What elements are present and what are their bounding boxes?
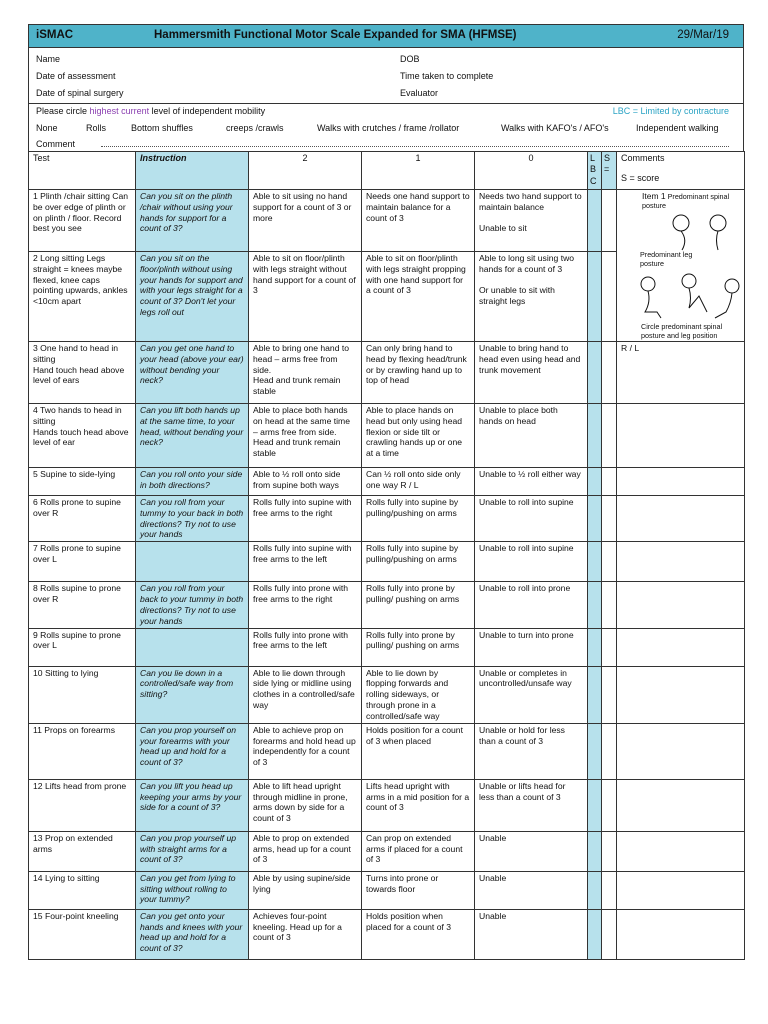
cell-score-1: Can only bring hand to head by flexing head/trunk or by crawling hand up to top of head (362, 342, 475, 404)
cell-score-0: Unable to roll into supine (475, 496, 588, 542)
cell-comments[interactable] (617, 404, 745, 468)
cell-comments[interactable] (617, 496, 745, 542)
cell-score-0: Unable (475, 909, 588, 959)
cell-instruction: Can you sit on the floor/plinth without using your hands for support and with your legs straight for a count of 3? Don't let your legs roll out (136, 252, 249, 342)
cell-score-1: Rolls fully into supine by pulling/pushing on arms (362, 496, 475, 542)
cell-lbc-checkbox[interactable] (588, 496, 602, 542)
table-header-row (29, 152, 745, 190)
form-date: 29/Mar/19 (677, 29, 729, 41)
cell-score-2: Able to place both hands on head at the same time – arms free from side. Head and trunk remain stable (249, 404, 362, 468)
cell-lbc-checkbox[interactable] (588, 871, 602, 909)
comments-title: Comments (621, 153, 665, 163)
cell-lbc-checkbox[interactable] (588, 582, 602, 628)
cell-lbc-checkbox[interactable] (588, 628, 602, 666)
cell-test: 13 Prop on extended arms (29, 831, 136, 871)
cell-score-1: Can prop on extended arms if placed for a count of 3 (362, 831, 475, 871)
form-title: Hammersmith Functional Motor Scale Expanded for SMA (HFMSE) (154, 29, 517, 41)
cell-score-2: Able to lift head upright through midline in prone, arms down by side for a count of 3 (249, 779, 362, 831)
cell-score-entry[interactable] (602, 542, 617, 582)
header-banner (28, 24, 744, 48)
mobility-option-walks-crutches[interactable]: Walks with crutches / frame /rollator (317, 123, 460, 133)
cell-score-0: Unable or completes in uncontrolled/unsafe way (475, 666, 588, 723)
item1-figure-label: Item 1 Predominant spinal posture (642, 191, 730, 210)
item-row (29, 342, 745, 404)
cell-test: 11 Props on forearms (29, 723, 136, 779)
cell-score-2: Able to achieve prop on forearms and hold head up independently for a count of 3 (249, 723, 362, 779)
cell-score-0: Needs two hand support to maintain balance Unable to sit (475, 190, 588, 252)
cell-instruction: Can you get from lying to sitting without rolling to your tummy? (136, 871, 249, 909)
cell-score-entry[interactable] (602, 404, 617, 468)
mobility-option-walks-kafo[interactable]: Walks with KAFO's / AFO's (501, 123, 609, 133)
cell-score-entry[interactable] (602, 190, 617, 252)
cell-instruction: Can you roll onto your side in both directions? (136, 468, 249, 496)
leg-posture-1-head (641, 277, 655, 291)
cell-score-entry[interactable] (602, 871, 617, 909)
cell-score-2: Rolls fully into prone with free arms to the right (249, 582, 362, 628)
cell-comments[interactable] (617, 779, 745, 831)
item-row (29, 831, 745, 871)
cell-score-entry[interactable] (602, 496, 617, 542)
comment-label: Comment (36, 139, 76, 149)
cell-score-entry[interactable] (602, 779, 617, 831)
cell-instruction (136, 542, 249, 582)
cell-score-2: Rolls fully into supine with free arms to the left (249, 542, 362, 582)
cell-lbc-checkbox[interactable] (588, 831, 602, 871)
cell-score-1: Turns into prone or towards floor (362, 871, 475, 909)
item-row (29, 542, 745, 582)
cell-score-1: Able to place hands on head but only using head flexion or side tilt or crawling hands up or one at a time (362, 404, 475, 468)
lbc-note: LBC = Limited by contracture (612, 106, 729, 116)
cell-score-0: Able to long sit using two hands for a count of 3 Or unable to sit with straight legs (475, 252, 588, 342)
cell-lbc-checkbox[interactable] (588, 723, 602, 779)
spinal-posture-2-head (710, 215, 726, 231)
cell-instruction: Can you lift you head up keeping your arms by your side for a count of 3? (136, 779, 249, 831)
cell-instruction: Can you lie down in a controlled/safe way from sitting? (136, 666, 249, 723)
cell-score-0: Unable or hold for less than a count of 3 (475, 723, 588, 779)
leg-posture-3-head (725, 279, 739, 293)
cell-test: 2 Long sitting Legs straight = knees maybe flexed, knee caps pointing upwards, ankles <10cm apart (29, 252, 136, 342)
cell-score-1: Needs one hand support to maintain balance for a count of 3 (362, 190, 475, 252)
dob-field-label: DOB (400, 54, 420, 64)
cell-score-2: Rolls fully into prone with free arms to the left (249, 628, 362, 666)
cell-test: 1 Plinth /chair sitting Can be over edge of plinth or on plinth / floor. Record best you see (29, 190, 136, 252)
cell-instruction: Can you get one hand to your head (above your ear) without bending your neck? (136, 342, 249, 404)
item-row (29, 666, 745, 723)
cell-test: 6 Rolls prone to supine over R (29, 496, 136, 542)
item-row (29, 909, 745, 959)
evaluator-label: Evaluator (400, 88, 439, 98)
spinal-posture-1-head (673, 215, 689, 231)
cell-score-entry[interactable] (602, 582, 617, 628)
cell-score-0: Unable or lifts head for less than a count of 3 (475, 779, 588, 831)
cell-instruction: Can you roll from your tummy to your back in both directions? Try not to use your hands (136, 496, 249, 542)
cell-score-2: Able by using supine/side lying (249, 871, 362, 909)
score-note: S = score (621, 173, 660, 184)
cell-score-2: Able to prop on extended arms, head up for a count of 3 (249, 831, 362, 871)
cell-lbc-checkbox[interactable] (588, 252, 602, 342)
col-header-score-0: 0 (475, 152, 588, 190)
cell-score-1: Rolls fully into prone by pulling/ pushing on arms (362, 628, 475, 666)
mobility-option-rolls[interactable]: Rolls (86, 123, 107, 133)
cell-test: 12 Lifts head from prone (29, 779, 136, 831)
cell-score-0: Unable (475, 831, 588, 871)
mobility-option-none[interactable]: None (36, 123, 58, 133)
comment-line[interactable] (101, 146, 729, 147)
cell-score-0: Unable to bring hand to head even using head and trunk movement (475, 342, 588, 404)
col-header-score-1: 1 (362, 152, 475, 190)
cell-score-2: Able to sit using no hand support for a count of 3 or more (249, 190, 362, 252)
posture-drawings (635, 188, 743, 346)
cell-comments[interactable] (617, 723, 745, 779)
cell-score-2: Able to bring one hand to head – arms free from side. Head and trunk remain stable (249, 342, 362, 404)
cell-lbc-checkbox[interactable] (588, 779, 602, 831)
cell-test: 10 Sitting to lying (29, 666, 136, 723)
cell-comments[interactable]: R / L (617, 342, 745, 404)
item-row (29, 582, 745, 628)
cell-test: 3 One hand to head in sitting Hand touch head above level of ears (29, 342, 136, 404)
item-row (29, 723, 745, 779)
org-label: iSMAC (36, 29, 74, 41)
cell-lbc-checkbox[interactable] (588, 190, 602, 252)
cell-comments[interactable] (617, 468, 745, 496)
leg-posture-label: Predominant leg posture (640, 250, 693, 268)
cell-score-entry[interactable] (602, 252, 617, 342)
leg-posture-2-head (682, 274, 696, 288)
cell-lbc-checkbox[interactable] (588, 666, 602, 723)
col-header-instruction: Instruction (136, 152, 249, 190)
mobility-option-independent-walking[interactable]: Independent walking (636, 123, 719, 133)
cell-test: 8 Rolls supine to prone over R (29, 582, 136, 628)
item-row (29, 871, 745, 909)
cell-score-0: Unable to roll into prone (475, 582, 588, 628)
col-header-lbc: L B C (588, 152, 602, 190)
cell-test: 4 Two hands to head in sitting Hands touch head above level of ear (29, 404, 136, 468)
cell-test: 5 Supine to side-lying (29, 468, 136, 496)
cell-score-entry[interactable] (602, 342, 617, 404)
spinal-posture-2-spine (717, 231, 719, 250)
mobility-option-bottom-shuffles[interactable]: Bottom shuffles (131, 123, 193, 133)
cell-instruction: Can you prop yourself up with straight arms for a count of 3? (136, 831, 249, 871)
cell-score-1: Able to lie down by flopping forwards and rolling sideways, or through prone in a controlled/safe way (362, 666, 475, 723)
cell-instruction: Can you sit on the plinth /chair without using your hands for support for a count of 3? (136, 190, 249, 252)
cell-instruction: Can you lift both hands up at the same time, to your head, without bending your neck? (136, 404, 249, 468)
cell-comments[interactable] (617, 871, 745, 909)
cell-instruction: Can you roll from your back to your tummy in both directions? Try not to use your hands (136, 582, 249, 628)
cell-score-1: Holds position when placed for a count of 3 (362, 909, 475, 959)
circle-note: Circle predominant spinal posture and leg position (641, 322, 723, 340)
patient-info-block (28, 48, 744, 104)
item-row (29, 628, 745, 666)
cell-score-1: Holds position for a count of 3 when placed (362, 723, 475, 779)
cell-score-0: Unable to turn into prone (475, 628, 588, 666)
cell-score-entry[interactable] (602, 723, 617, 779)
cell-comments[interactable] (617, 628, 745, 666)
cell-comments[interactable] (617, 909, 745, 959)
item-row (29, 496, 745, 542)
leg-posture-1-legs (645, 291, 661, 318)
cell-comments[interactable] (617, 582, 745, 628)
posture-figure (635, 188, 743, 346)
cell-score-1: Rolls fully into prone by pulling/ pushing on arms (362, 582, 475, 628)
cell-score-0: Unable to roll into supine (475, 542, 588, 582)
cell-test: 7 Rolls prone to supine over L (29, 542, 136, 582)
cell-comments[interactable] (617, 831, 745, 871)
cell-score-2: Able to sit on floor/plinth with legs straight without hand support for a count of 3 (249, 252, 362, 342)
time-taken-label: Time taken to complete (400, 71, 494, 81)
cell-score-2: Able to lie down through side lying or midline using clothes in a controlled/safe way (249, 666, 362, 723)
cell-test: 14 Lying to sitting (29, 871, 136, 909)
cell-score-entry[interactable] (602, 468, 617, 496)
cell-score-0: Unable to ½ roll either way (475, 468, 588, 496)
cell-score-entry[interactable] (602, 831, 617, 871)
cell-score-1: Can ½ roll onto side only one way R / L (362, 468, 475, 496)
name-field-label: Name (36, 54, 61, 64)
cell-score-1: Rolls fully into supine by pulling/pushing on arms (362, 542, 475, 582)
cell-score-1: Lifts head upright with arms in a mid position for a count of 3 (362, 779, 475, 831)
mobility-block (28, 104, 744, 152)
assessment-date-label: Date of assessment (36, 71, 116, 81)
cell-score-entry[interactable] (602, 666, 617, 723)
col-header-comments (617, 152, 745, 190)
item-row (29, 779, 745, 831)
cell-lbc-checkbox[interactable] (588, 909, 602, 959)
cell-comments[interactable] (617, 542, 745, 582)
mobility-option-crawls[interactable]: creeps /crawls (226, 123, 284, 133)
cell-instruction: Can you prop yourself on your forearms with your head up and hold for a count of 3? (136, 723, 249, 779)
cell-lbc-checkbox[interactable] (588, 404, 602, 468)
cell-lbc-checkbox[interactable] (588, 342, 602, 404)
leg-posture-2-legs (689, 288, 707, 312)
cell-test: 9 Rolls supine to prone over L (29, 628, 136, 666)
spinal-posture-1-spine (681, 231, 685, 250)
cell-score-entry[interactable] (602, 628, 617, 666)
cell-comments[interactable] (617, 666, 745, 723)
cell-score-2: Rolls fully into supine with free arms to the right (249, 496, 362, 542)
item-row (29, 468, 745, 496)
cell-test: 15 Four-point kneeling (29, 909, 136, 959)
col-header-score-2: 2 (249, 152, 362, 190)
cell-score-1: Able to sit on floor/plinth with legs straight propping with one hand support for a count of 3 (362, 252, 475, 342)
col-header-test: Test (29, 152, 136, 190)
mobility-prompt: Please circle highest current level of independent mobility (36, 106, 266, 116)
cell-instruction: Can you get onto your hands and knees with your head up and hold for a count of 3? (136, 909, 249, 959)
cell-instruction (136, 628, 249, 666)
spinal-surgery-date-label: Date of spinal surgery (36, 88, 124, 98)
cell-score-0: Unable (475, 871, 588, 909)
cell-lbc-checkbox[interactable] (588, 542, 602, 582)
cell-score-2: Able to ½ roll onto side from supine both ways (249, 468, 362, 496)
leg-posture-3-legs (715, 293, 732, 318)
item-row (29, 404, 745, 468)
cell-score-2: Achieves four-point kneeling. Head up for a count of 3 (249, 909, 362, 959)
col-header-score: S = (602, 152, 617, 190)
cell-score-entry[interactable] (602, 909, 617, 959)
cell-lbc-checkbox[interactable] (588, 468, 602, 496)
cell-score-0: Unable to place both hands on head (475, 404, 588, 468)
